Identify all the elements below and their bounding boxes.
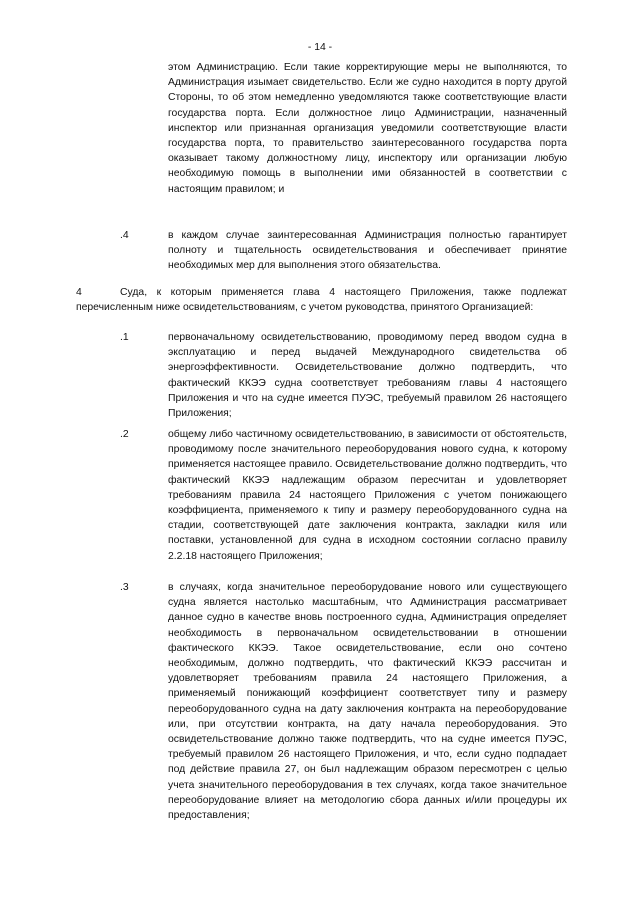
- section-intro: Суда, к которым применяется глава 4 настоящего Приложения, также подлежат перечисленным ниже освидетельствованиям, с учетом руководства, принятого Организацией:: [76, 287, 567, 314]
- item-text: общему либо частичному освидетельствованию, в зависимости от обстоятельств, проводимому после значительного переоборудования нового судна, к которому применяется настоящее правило. Освидетельствование должно подтвердить, что фактический ККЭЭ надлежащим образом пересчитан и удовлетворяет требованиям правила 24 настоящего Приложения с учетом понижающего коэффициента, применяемого к типу и размеру переоборудованного судна на стадии, соответствующей дате заключения контракта, закладки киля или поставки, установленной для судна в исходном состоянии согласно правилу 2.2.18 настоящего Приложения;: [168, 429, 567, 562]
- continuation-paragraph: этом Администрацию. Если такие корректирующие меры не выполняются, то Администрация изымает свидетельство. Если же судно находится в порту другой Стороны, то об этом немедленно уведомляются также соответствующие власти государства порта. Если должностное лицо Администрации, назначенный инспектор или признанная организация уведомили соответствующие власти государства порта, то правительство заинтересованного государства порта оказывает такому должностному лицу, инспектору или организации любую необходимую помощь в выполнении ими обязанностей в соответствии с настоящим правилом; и: [168, 62, 567, 195]
- item-number: .4: [120, 230, 129, 241]
- item-text: в случаях, когда значительное переоборудование нового или существующего судна является настолько масштабным, что Администрация рассматривает данное судно в качестве вновь построенного судна, Администрация определяет необходимость в первоначальном освидетельствовании в отношении фактического ККЭЭ. Такое освидетельствование, если оно сочтено необходимым, должно подтвердить, что фактический ККЭЭ рассчитан и удовлетворяет требованиям правила 24 настоящего Приложения, а применяемый понижающий коэффициент соответствует типу и размеру переоборудованного судна на дату заключения контракта на переоборудование или, при отсутствии контракта, на дату начала переоборудования. Это освидетельствование должно также подтвердить, что на судне имеется ПУЭС, требуемый правилом 26 настоящего Приложения, и что, если судно подпадает под действие правила 27, он был надлежащим образом пересмотрен с целью учета значительного переоборудования в тех случаях, когда такое значительное переоборудование влияет на методологию сбора данных и/или процедуры их предоставления;: [168, 582, 567, 822]
- section-number: 4: [76, 287, 82, 298]
- item-number: .2: [120, 429, 129, 440]
- page-number: - 14 -: [307, 42, 333, 53]
- item-text: в каждом случае заинтересованная Администрация полностью гарантирует полноту и тщательность освидетельствования и обеспечивает принятие необходимых мер для выполнения этого обязательства.: [168, 230, 567, 272]
- item-number: .1: [120, 332, 129, 343]
- item-number: .3: [120, 582, 129, 593]
- item-text: первоначальному освидетельствованию, проводимому перед вводом судна в эксплуатацию и перед выдачей Международного свидетельства об энергоэффективности. Освидетельствование должно подтвердить, что фактический ККЭЭ судна соответствует требованиям главы 4 настоящего Приложения и что на судне имеется ПУЭС, требуемый правилом 26 настоящего Приложения;: [168, 332, 567, 420]
